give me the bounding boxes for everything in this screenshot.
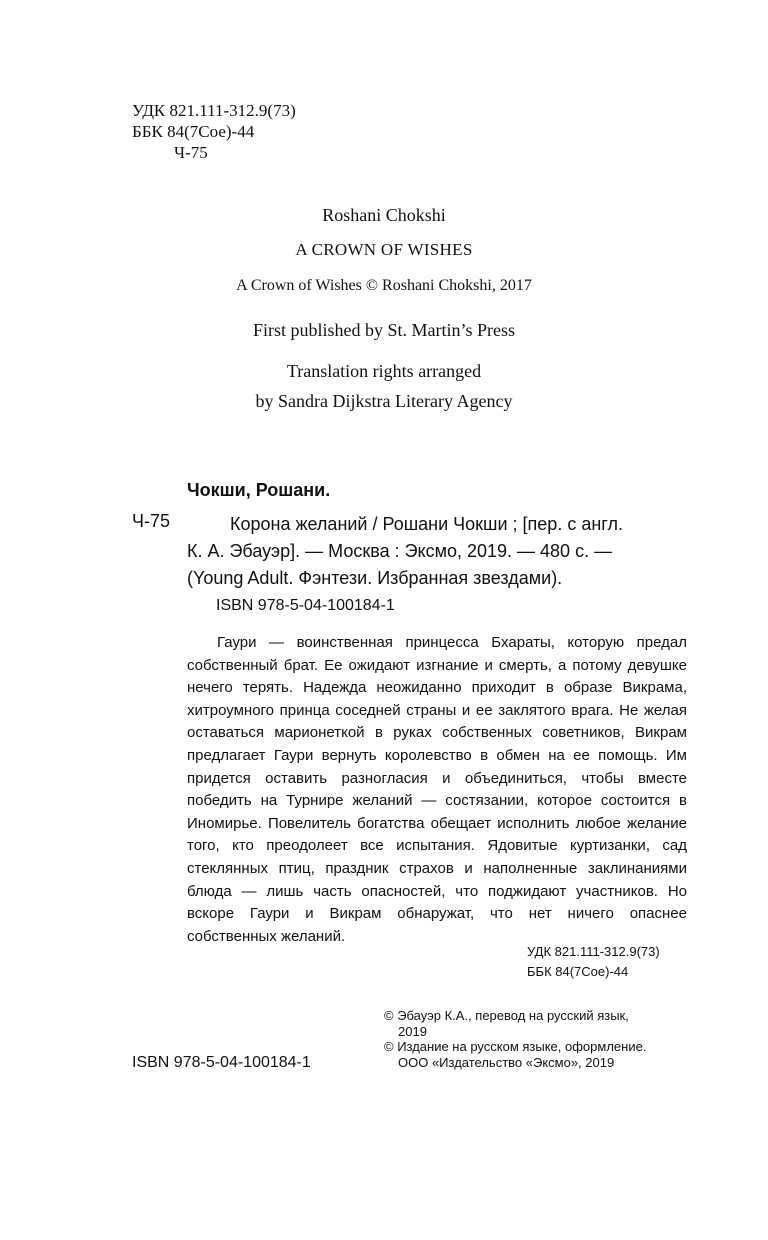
- annotation: [187, 632, 687, 948]
- catalog-author: Чокши, Рошани.: [187, 480, 331, 500]
- author-mark: Ч-75: [174, 143, 208, 162]
- catalog-code: Ч-75: [132, 511, 171, 531]
- translation-rights: [0, 356, 768, 416]
- copyright-notices: [384, 1008, 704, 1070]
- original-author: Roshani Chokshi: [322, 205, 446, 225]
- original-publisher: First published by St. Martin’s Press: [252, 320, 516, 340]
- catalog-description-line: К. А. Эбауэр]. — Москва : Эксмо, 2019. — 480 с. —: [187, 541, 613, 561]
- udk-code: УДК 821.111-312.9(73): [527, 944, 660, 959]
- original-title: A CROWN OF WISHES: [295, 240, 473, 259]
- classification-codes: [132, 100, 296, 163]
- catalog-isbn: ISBN 978-5-04-100184-1: [216, 597, 395, 614]
- bbk-code: ББК 84(7Сое)-44: [132, 122, 255, 141]
- bbk-code: ББК 84(7Сое)-44: [527, 964, 629, 979]
- classification-codes-bottom: [527, 942, 660, 982]
- udk-code: УДК 821.111-312.9(73): [132, 101, 296, 120]
- annotation-text: Гаури — воинственная принцесса Бхараты, которую предал собственный брат. Ее ожидают изгнание и смерть, а потому девушке нечего терять. Надежда неожиданно приходит в образе Викрама, хитроумного принца соседней страны и ее заклятого врага. Не желая оставаться марионеткой в руках собственных советников, Викрам предлагает Гаури вернуть королевство в обмен на ее помощь. Им придется оставить разногласия и объединиться, чтобы вместе победить на Турнире желаний — состязании, которое состоится в Иномирье. Повелитель богатства обещает исполнить любое желание того, кто преодолеет все испытания. Ядовитые куртизанки, сад стеклянных птиц, праздник страхов и наполненные заклинаниями блюда — лишь часть опасностей, что поджидают участников. Но вскоре Гаури и Викрам обнаружат, что нет ничего опаснее собственных желаний.: [187, 634, 687, 945]
- isbn-bottom: ISBN 978-5-04-100184-1: [132, 1054, 311, 1071]
- edition-copyright-publisher: ООО «Издательство «Эксмо», 2019: [398, 1054, 615, 1070]
- translation-rights-line: Translation rights arranged: [286, 361, 482, 381]
- translation-copyright-line: © Эбауэр К.А., перевод на русский язык,: [384, 1008, 629, 1023]
- edition-copyright-line: © Издание на русском языке, оформление.: [384, 1039, 647, 1054]
- original-copyright: A Crown of Wishes © Roshani Chokshi, 2017: [236, 277, 532, 294]
- translation-copyright-year: 2019: [398, 1023, 427, 1039]
- catalog-description: [187, 511, 707, 592]
- catalog-description-line: (Young Adult. Фэнтези. Избранная звездами).: [187, 568, 563, 588]
- catalog-description-line: Корона желаний / Рошани Чокши ; [пер. с англ.: [230, 514, 623, 534]
- translation-rights-line: by Sandra Dijkstra Literary Agency: [255, 391, 513, 411]
